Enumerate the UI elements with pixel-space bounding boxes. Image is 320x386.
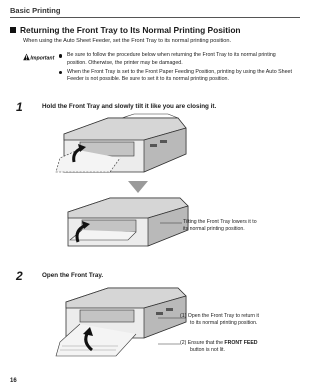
callout-line: Tilting the Front Tray lowers it to <box>183 219 257 225</box>
callout-leader-line <box>160 221 182 225</box>
important-label: Important <box>30 55 55 62</box>
section-heading <box>10 25 241 35</box>
important-note: When the Front Tray is set to the Front Paper Feeding Position, printing by using the Auto Sheet Feeder is not possible. Be sure to set it to its normal printing position. <box>58 69 294 85</box>
step-1-number: 1 <box>16 100 23 114</box>
important-icon <box>23 53 55 62</box>
header-rule <box>10 17 300 18</box>
printer-illustration-tray-tilting <box>50 114 190 178</box>
callout-line: (1) Open the Front Tray to return it <box>180 313 259 319</box>
callout-leader-line <box>158 342 180 346</box>
step-2-number: 2 <box>16 269 23 283</box>
printer-illustration-tray-open <box>52 284 188 360</box>
callout-line: to its normal printing position. <box>190 320 258 326</box>
callout-line: its normal printing position. <box>183 226 245 232</box>
callout-open-tray <box>180 313 259 327</box>
front-feed-label: FRONT FEED <box>224 340 258 346</box>
down-arrow-icon <box>128 181 148 193</box>
square-bullet-icon <box>10 27 16 33</box>
callout-front-feed <box>180 340 258 354</box>
page-number: 16 <box>10 378 17 384</box>
running-header: Basic Printing <box>10 6 61 15</box>
step-2-text: Open the Front Tray. <box>42 272 104 279</box>
section-intro: When using the Auto Sheet Feeder, set the Front Tray to its normal printing position. <box>23 38 232 44</box>
section-title: Returning the Front Tray to Its Normal Printing Position <box>20 25 241 35</box>
callout-suffix: button is not lit. <box>190 347 225 353</box>
important-note: Be sure to follow the procedure below when returning the Front Tray to its normal printing position. Otherwise, the printer may be damaged. <box>58 52 294 68</box>
step-1-text: Hold the Front Tray and slowly tilt it like you are closing it. <box>42 103 217 110</box>
important-notes <box>58 52 294 85</box>
callout-tray-lowered <box>183 219 257 233</box>
callout-prefix: (2) Ensure that the <box>180 340 225 346</box>
